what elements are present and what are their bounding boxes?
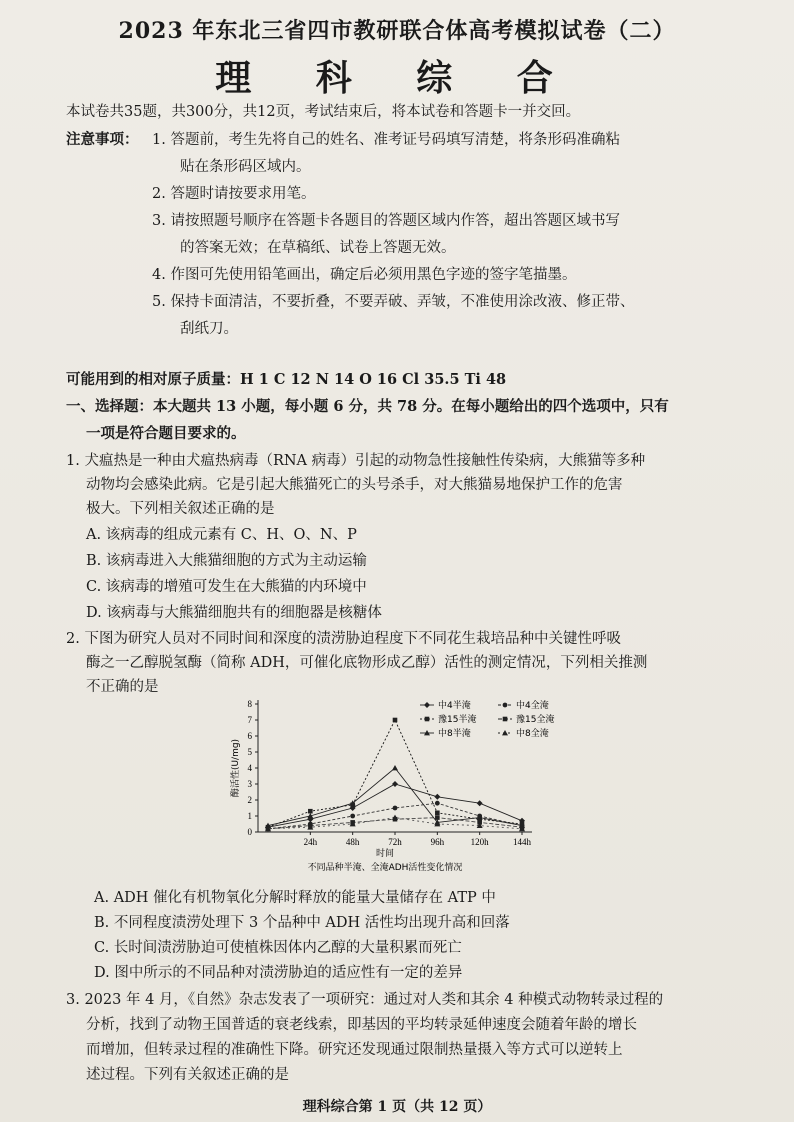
y-tick-label: 3 [247,779,252,789]
data-point [435,815,440,820]
adh-activity-chart [226,694,590,874]
legend-marker [502,730,508,735]
y-tick-label: 7 [247,715,252,725]
q3-stem-1: 3. 2023 年 4 月，《自然》杂志发表了一项研究：通过对人类和其余 4 种模式动物转录过程的 [66,992,664,1008]
data-point [435,811,440,816]
y-tick-label: 8 [247,699,252,709]
legend-label: 中8半淹 [438,729,471,739]
x-tick-label: 96h [430,837,445,847]
q2-option-c: C. 长时间渍涝胁迫可使植株因体内乙醇的大量积累而死亡 [94,940,462,956]
notice-item-3-cont: 的答案无效；在草稿纸、试卷上答题无效。 [180,240,456,256]
intro-text: 本试卷共35题，共300分，共12页，考试结束后，将本试卷和答题卡一并交回。 [66,104,581,120]
q1-stem-3: 极大。下列相关叙述正确的是 [86,501,275,517]
q2-option-d: D. 图中所示的不同品种对渍涝胁迫的适应性有一定的差异 [94,965,463,981]
section1-line2: 一项是符合题目要求的。 [86,425,246,442]
data-point [393,718,398,723]
notice-item-1-cont: 贴在条形码区域内。 [180,159,311,175]
y-tick-label: 1 [247,811,252,821]
y-tick-label: 4 [247,763,252,773]
q2-stem-2: 酶之一乙醇脱氢酶（简称 ADH，可催化底物形成乙醇）活性的测定情况，下列相关推测 [86,655,648,671]
legend-marker [503,717,508,722]
q3-stem-2: 分析，找到了动物王国普适的衰老线索，即基因的平均转录延伸速度会随着年龄的增长 [86,1017,637,1033]
q2-stem-1: 2. 下图为研究人员对不同时间和深度的渍涝胁迫程度下不同花生栽培品种中关键性呼吸 [66,631,621,647]
x-tick-label: 120h [470,837,489,847]
notice-label: 注意事项： [66,131,139,148]
data-point [434,794,440,800]
data-point [477,800,483,806]
q3-stem-4: 述过程。下列有关叙述正确的是 [86,1067,289,1083]
data-point [435,801,440,806]
q1-option-a: A. 该病毒的组成元素有 C、H、O、N、P [86,527,357,543]
legend-marker [425,717,430,722]
q1-option-b: B. 该病毒进入大熊猫细胞的方式为主动运输 [86,553,367,569]
legend-marker [503,703,508,708]
exam-title: 2023 年东北三省四市教研联合体高考模拟试卷（二） [118,18,676,44]
notice-item-2: 2. 答题时请按要求用笔。 [152,186,316,202]
chart-svg [226,694,590,874]
q1-stem-2: 动物均会感染此病。它是引起大熊猫死亡的头号杀手，对大熊猫易地保护工作的危害 [86,477,623,493]
q1-option-d: D. 该病毒与大熊猫细胞共有的细胞器是核糖体 [86,605,382,621]
notice-item-1: 1. 答题前，考生先将自己的姓名、准考证号码填写清楚，将条形码准确粘 [152,132,620,148]
section1-line1: 一、选择题：本大题共 13 小题，每小题 6 分，共 78 分。在每小题给出的四个选项中，只有 [66,398,669,415]
y-tick-label: 0 [247,827,252,837]
legend-marker [424,702,430,708]
q1-option-c: C. 该病毒的增殖可发生在大熊猫的内环境中 [86,579,367,595]
series-line [268,720,522,827]
notice-item-5-cont: 刮纸刀。 [180,321,238,337]
atomic-masses: 可能用到的相对原子质量：H 1 C 12 N 14 O 16 Cl 35.5 Ti 48 [66,371,507,388]
notice-item-4: 4. 作图可先使用铅笔画出，确定后必须用黑色字迹的签字笔描墨。 [152,267,577,283]
q2-option-a: A. ADH 催化有机物氧化分解时释放的能量大量储存在 ATP 中 [94,890,496,906]
y-tick-label: 5 [247,747,252,757]
exam-subject: 理 科 综 合 [215,57,579,99]
x-tick-label: 48h [345,837,360,847]
notice-item-3: 3. 请按照题号顺序在答题卡各题目的答题区域内作答，超出答题区域书写 [152,213,620,229]
page-footer: 理科综合第 1 页（共 12 页） [302,1099,492,1115]
y-tick-label: 2 [247,795,252,805]
legend-label: 中8全淹 [516,729,549,739]
x-axis-label: 时间 [375,849,395,859]
q2-stem-3: 不正确的是 [86,679,159,695]
x-tick-label: 144h [513,837,531,847]
data-point [392,765,398,770]
q1-stem-1: 1. 犬瘟热是一种由犬瘟热病毒（RNA 病毒）引起的动物急性接触性传染病，大熊猫等多种 [66,453,646,469]
x-tick-label: 24h [303,837,318,847]
legend-label: 中4全淹 [516,701,549,711]
data-point [393,806,398,811]
chart-caption: 不同品种半淹、全淹ADH活性变化情况 [307,863,463,873]
q3-stem-3: 而增加，但转录过程的准确性下降。研究还发现通过限制热量摄入等方式可以逆转上 [86,1042,623,1058]
y-axis-label: 酶活性(U/mg) [231,738,241,798]
data-point [350,814,355,819]
legend-label: 豫15全淹 [516,715,555,725]
data-point [308,809,313,814]
legend-label: 豫15半淹 [438,715,477,725]
data-point [392,781,398,787]
notice-item-5: 5. 保持卡面清洁，不要折叠，不要弄破、弄皱，不准使用涂改液、修正带、 [152,294,635,310]
q2-option-b: B. 不同程度渍涝处理下 3 个品种中 ADH 活性均出现升高和回落 [94,915,510,931]
x-tick-label: 72h [388,837,402,847]
y-tick-label: 6 [247,731,252,741]
legend-label: 中4半淹 [438,701,471,711]
